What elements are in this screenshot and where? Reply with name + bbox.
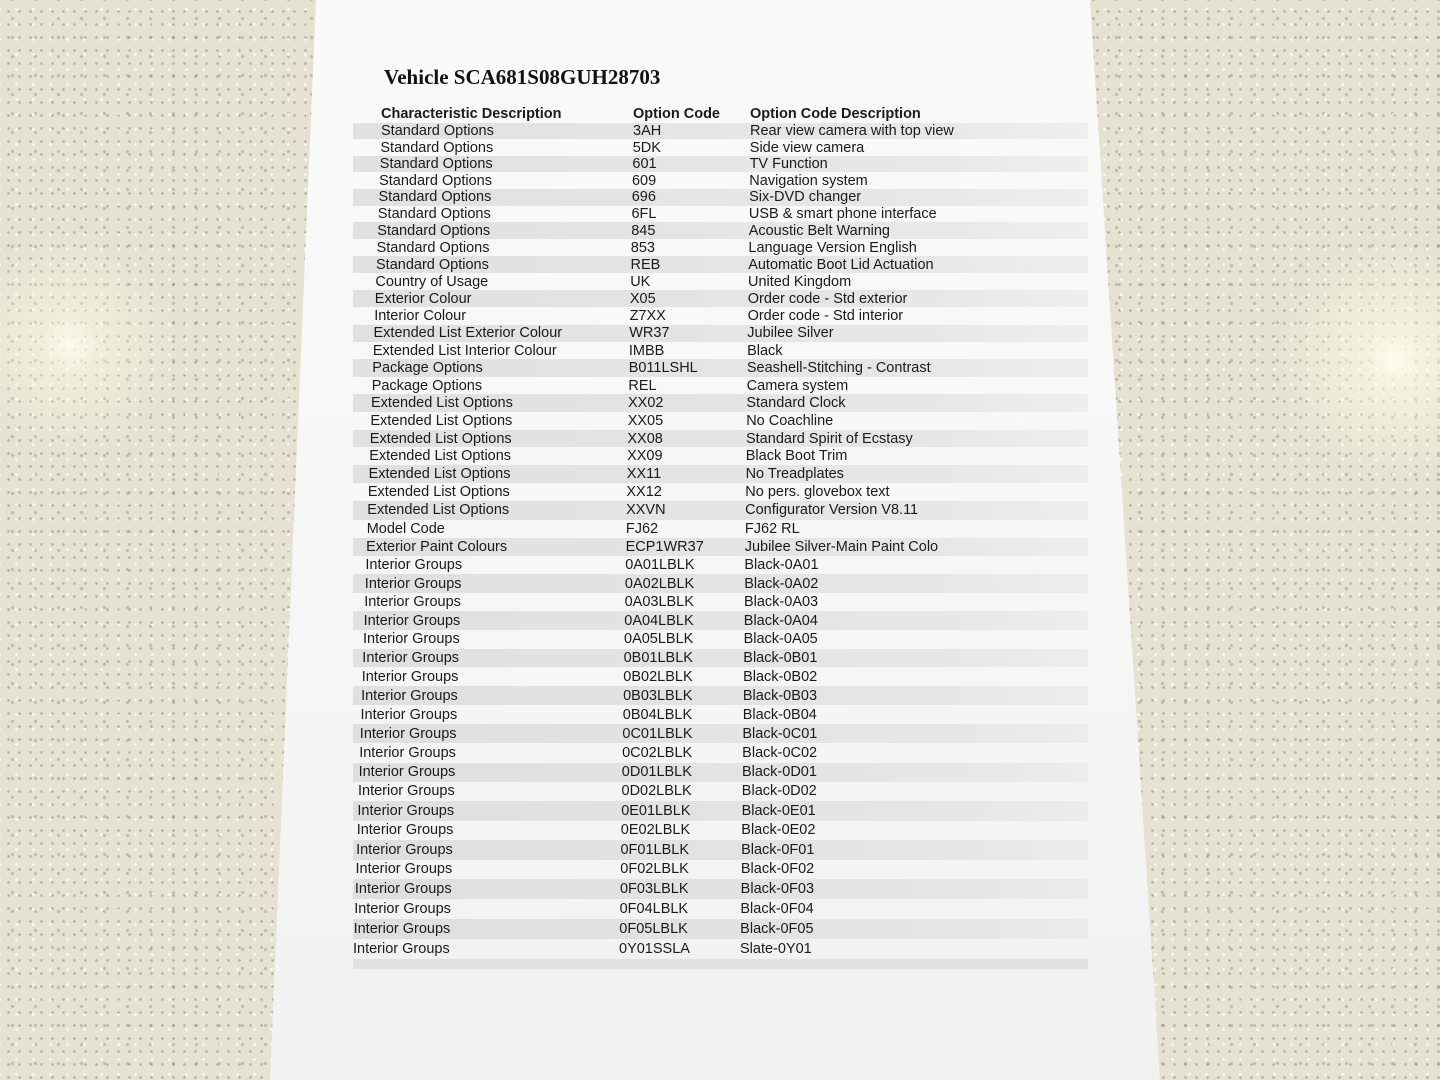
cell-characteristic: Package Options [372,360,483,377]
cell-option-description: Black-0F02 [740,861,815,878]
table-row [353,782,1088,801]
cell-option-description: No Coachline [746,412,834,429]
cell-characteristic: Exterior Paint Colours [366,538,508,555]
table-row [353,743,1088,762]
cell-option-description: Order code - Std interior [747,307,904,324]
cell-characteristic: Interior Groups [363,631,460,648]
table-row [353,430,1088,448]
cell-option-description: Black-0B01 [743,650,818,667]
cell-option-code: 0D02LBLK [621,783,692,800]
cell-characteristic: Interior Groups [359,725,457,742]
cell-option-description: Black [747,342,783,359]
table-row [353,412,1088,430]
table-row [353,501,1088,519]
cell-characteristic: Extended List Options [371,395,513,412]
cell-option-code: WR37 [629,325,670,342]
table-row [353,377,1088,395]
table-row [353,342,1088,359]
cell-option-code: X05 [629,290,656,307]
table-row [353,860,1088,880]
cell-characteristic: Standard Options [379,172,492,189]
table-row [353,325,1088,342]
cell-option-description: Order code - Std exterior [747,290,908,307]
cell-option-code: 0A02LBLK [624,575,695,592]
table-row [353,189,1088,206]
cell-option-description: Black-0A02 [744,575,819,592]
cell-characteristic: Package Options [371,377,483,394]
cell-option-description: Black-0E01 [741,802,816,819]
cell-option-code: 609 [631,172,657,189]
cell-option-description: Black-0F01 [741,841,815,858]
cell-characteristic: Interior Groups [361,687,458,704]
table-row [353,763,1088,782]
cell-option-code: 0B04LBLK [622,706,693,723]
cell-option-code: XXVN [626,502,666,519]
cell-option-code: XX08 [627,430,663,447]
cell-option-code: 0B01LBLK [623,650,693,667]
table-row [353,307,1088,324]
cell-option-description: Black-0A01 [744,557,819,574]
header-option-code: Option Code [633,106,720,122]
cell-option-description: Black-0A04 [743,612,818,629]
table-row [353,139,1088,155]
cell-option-description: Black-0D02 [741,783,817,800]
cell-option-description: Language Version English [748,239,917,256]
cell-option-code: ECP1WR37 [625,538,704,555]
cell-option-code: 0F02LBLK [620,861,689,878]
cell-option-description: Six-DVD changer [749,189,862,206]
cell-option-code: XX05 [627,412,664,429]
cell-option-description: Slate-0Y01 [740,940,812,957]
cell-characteristic: Interior Groups [358,783,455,800]
header-option-description: Option Code Description [750,106,921,122]
cell-characteristic: Interior Groups [356,822,454,839]
cell-option-code: 0F03LBLK [619,881,689,898]
cell-characteristic: Interior Groups [358,764,456,781]
cell-option-code: 853 [630,239,655,256]
table-row [353,840,1088,860]
cell-characteristic: Interior Groups [355,861,453,878]
table-row [353,290,1088,307]
table-row [353,239,1088,256]
cell-option-description: Black-0A05 [743,631,818,648]
table-row [353,538,1088,556]
cell-characteristic: Model Code [366,520,445,537]
cell-option-code: 0E02LBLK [620,822,691,839]
table-row [353,724,1088,743]
cell-characteristic: Exterior Colour [374,290,472,307]
cell-option-description: Black-0B02 [743,668,818,685]
table-row [353,465,1088,483]
cell-characteristic: Interior Groups [354,881,452,898]
cell-option-description: Camera system [746,377,849,394]
cell-characteristic: Standard Options [381,123,494,140]
cell-option-description: USB & smart phone interface [748,205,937,222]
cell-characteristic: Extended List Exterior Colour [373,325,563,342]
cell-option-code: 0A04LBLK [624,612,694,629]
cell-option-description: Black-0C01 [742,725,818,742]
cell-option-code: XX12 [626,484,662,501]
cell-option-description: Black-0F03 [740,881,815,898]
cell-option-code: 0C02LBLK [622,744,693,761]
cell-option-code: 0Y01SSLA [619,940,690,957]
cell-characteristic: Standard Options [378,189,492,206]
cell-option-description: United Kingdom [747,273,852,290]
cell-characteristic: Interior Groups [360,706,458,723]
table-row [353,879,1088,899]
table-row [353,611,1088,630]
cell-option-description: Black-0B03 [742,687,818,704]
table-row [353,206,1088,223]
cell-option-code: 0F01LBLK [620,841,690,858]
cell-option-code: 0A01LBLK [625,557,695,574]
cell-option-code: 0D01LBLK [621,764,692,781]
cell-option-description: Black-0A03 [743,594,819,611]
cell-option-description: Standard Clock [746,395,846,412]
cell-option-code: XX09 [627,448,663,465]
cell-characteristic: Extended List Options [369,430,512,447]
cell-option-code: 0C01LBLK [622,725,693,742]
cell-option-description: Jubilee Silver [747,325,834,342]
cell-option-code: UK [630,273,651,290]
cell-option-code: REB [630,256,661,273]
cell-option-code: Z7XX [629,307,666,324]
cell-option-description: Black-0B04 [742,706,817,723]
cell-characteristic: Interior Groups [359,744,456,761]
table-row [353,222,1088,239]
table-row [353,123,1088,139]
cell-option-code: 845 [631,222,656,239]
table-row [353,705,1088,724]
cell-option-code: 0B03LBLK [623,687,693,704]
cell-characteristic: Extended List Options [367,502,510,519]
cell-option-description: Black Boot Trim [745,448,848,465]
table-row [353,667,1088,686]
table-row [353,172,1088,189]
cell-option-description: Acoustic Belt Warning [748,222,890,239]
cell-option-code: XX02 [628,395,664,412]
cell-option-description: Black-0C02 [742,744,818,761]
cell-option-code: XX11 [626,466,662,483]
table-row [353,273,1088,290]
cell-option-description: Seashell-Stitching - Contrast [746,360,931,377]
cell-characteristic: Standard Options [377,205,491,222]
cell-characteristic: Country of Usage [375,273,489,290]
table-row [353,801,1088,820]
cell-option-description: No pers. glovebox text [745,484,890,501]
table-row [353,520,1088,538]
cell-option-code: 0A05LBLK [624,631,694,648]
cell-option-code: FJ62 [625,520,659,537]
cell-option-description: Rear view camera with top view [750,123,954,140]
header-characteristic: Characteristic Description [381,106,562,122]
cell-option-description: Black-0E02 [741,822,816,839]
cell-option-code: 5DK [632,139,661,156]
document-title: Vehicle SCA681S08GUH28703 [384,65,661,89]
cell-option-code: 3AH [633,123,662,140]
table-row [353,919,1088,939]
cell-option-description: Black-0F04 [740,900,814,917]
table-header [353,106,1088,122]
cell-option-code: IMBB [628,342,665,359]
cell-option-description: Standard Spirit of Ecstasy [745,430,913,447]
cell-characteristic: Standard Options [376,256,489,273]
cell-option-code: REL [628,377,657,394]
cell-characteristic: Extended List Options [370,412,513,429]
cell-option-code: 6FL [631,205,657,222]
cell-characteristic: Interior Groups [364,575,462,592]
table-row [353,630,1088,649]
cell-characteristic: Extended List Interior Colour [372,342,557,359]
cell-option-description: No Treadplates [745,466,844,483]
table-row [353,686,1088,705]
cell-characteristic: Interior Groups [365,557,463,574]
cell-option-code: 601 [632,156,657,173]
cell-characteristic: Interior Groups [353,940,450,957]
table-body [353,123,1088,959]
cell-option-description: FJ62 RL [744,520,800,537]
cell-characteristic: Interior Groups [363,612,461,629]
table-row [353,556,1088,574]
cell-characteristic: Interior Groups [354,900,451,917]
table-row [353,649,1088,668]
cell-option-description: Automatic Boot Lid Actuation [748,256,934,273]
cell-characteristic: Interior Groups [362,650,460,667]
cell-characteristic: Interior Groups [357,802,455,819]
cell-characteristic: Interior Groups [361,668,459,685]
table-row [353,821,1088,841]
cell-characteristic: Standard Options [377,222,491,239]
cell-option-description: Black-0D01 [741,764,817,781]
cell-option-code: 0B02LBLK [623,668,693,685]
cell-characteristic: Interior Groups [356,841,453,858]
cell-option-description: Black-0F05 [740,920,814,937]
cell-option-code: 0A03LBLK [624,594,694,611]
cell-characteristic: Standard Options [376,239,490,256]
cell-characteristic: Interior Colour [374,307,467,324]
table-row [353,256,1088,273]
cell-characteristic: Interior Groups [364,594,461,611]
table-bottom-band [353,959,1088,969]
cell-option-code: 0F05LBLK [619,920,688,937]
cell-option-description: TV Function [749,156,828,173]
cell-option-description: Navigation system [749,172,868,189]
table-row [353,447,1088,465]
table-row [353,394,1088,412]
cell-characteristic: Extended List Options [367,484,510,501]
cell-characteristic: Standard Options [379,156,493,173]
cell-option-code: 0F04LBLK [619,900,689,917]
table-row [353,939,1088,959]
cell-option-code: B011LSHL [628,360,698,377]
table-row [353,483,1088,501]
cell-option-description: Side view camera [749,139,865,156]
table-row [353,574,1088,592]
cell-option-code: 0E01LBLK [621,802,691,819]
cell-option-description: Configurator Version V8.11 [745,502,919,519]
cell-characteristic: Extended List Options [368,466,511,483]
cell-characteristic: Standard Options [380,139,494,156]
document [353,62,1088,969]
table-row [353,359,1088,376]
table-row [353,899,1088,919]
table-row [353,593,1088,612]
cell-characteristic: Extended List Options [369,448,512,465]
table-row [353,156,1088,173]
cell-option-description: Jubilee Silver-Main Paint Colo [744,538,939,555]
cell-characteristic: Interior Groups [353,920,451,937]
cell-option-code: 696 [631,189,656,206]
